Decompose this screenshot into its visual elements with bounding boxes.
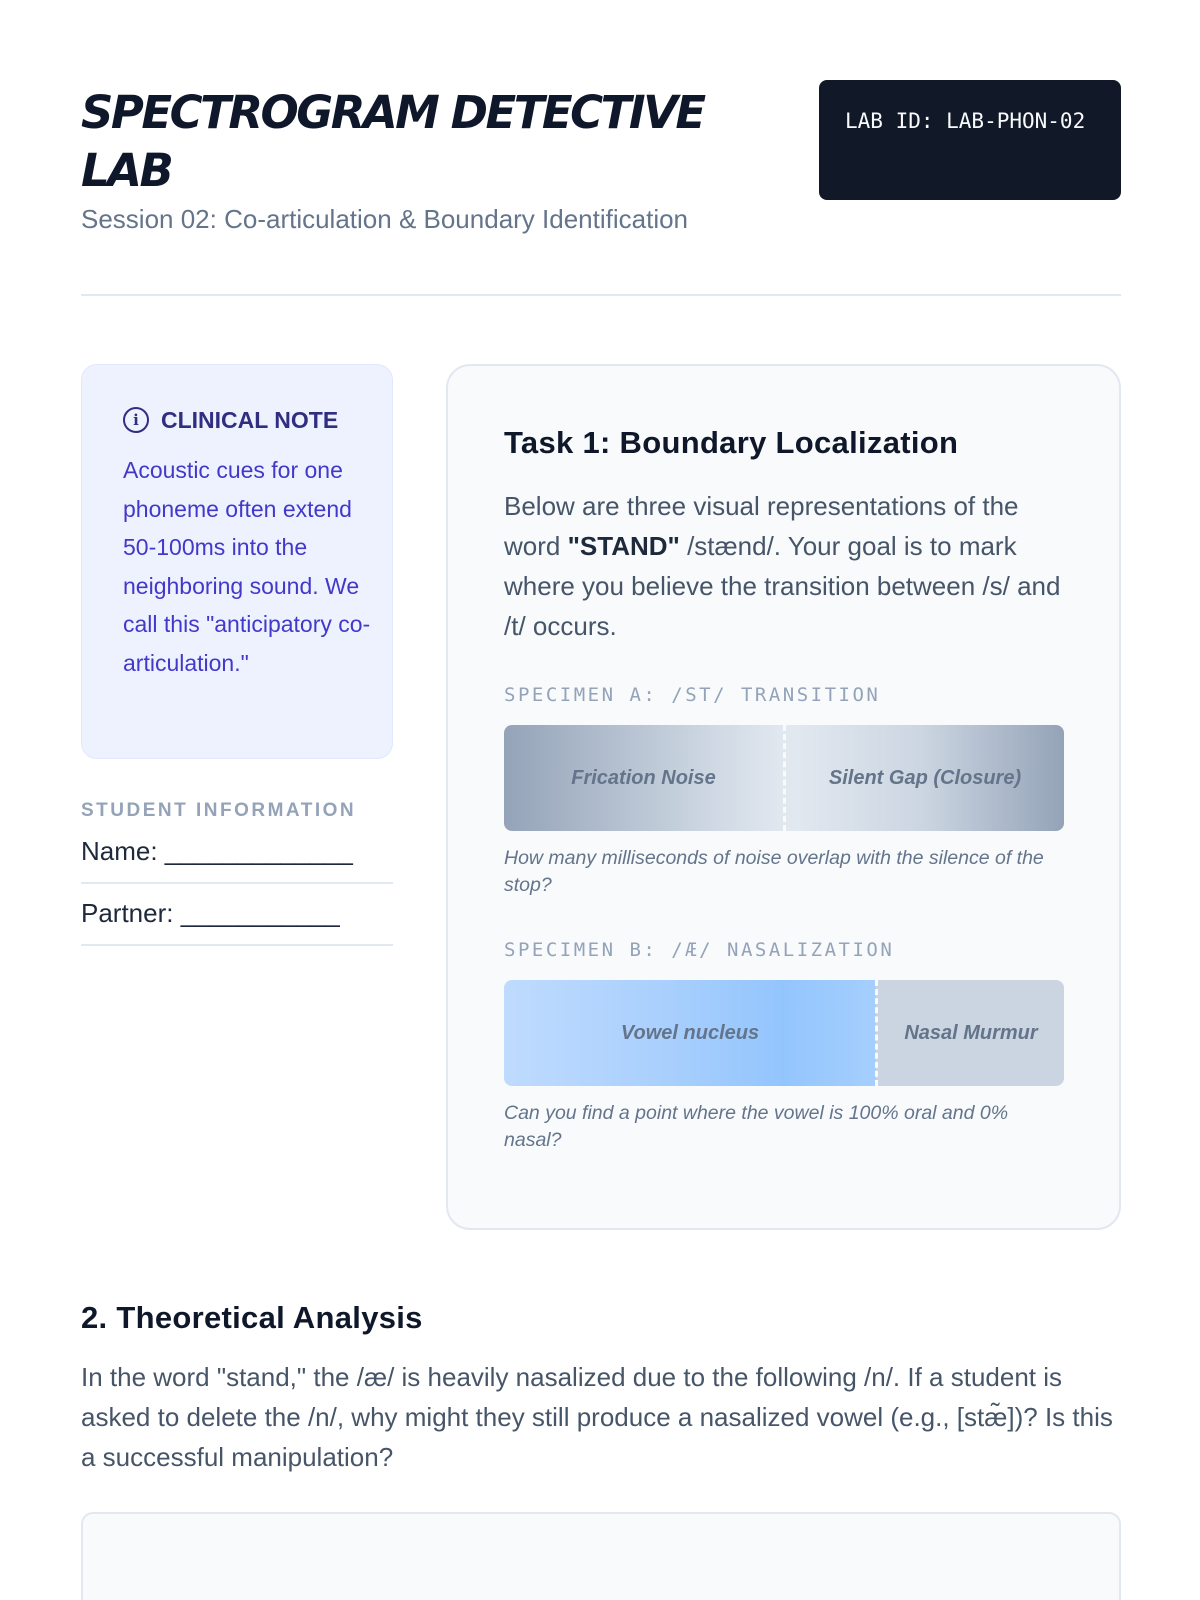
info-icon: i bbox=[123, 407, 149, 433]
specimen-b-right-segment: Nasal Murmur bbox=[904, 1022, 1038, 1044]
specimen-a-right-segment: Silent Gap (Closure) bbox=[828, 767, 1022, 789]
clinical-note-header bbox=[123, 405, 372, 435]
task-1-title: Task 1: Boundary Localization bbox=[504, 425, 959, 460]
task-1-card bbox=[446, 364, 1121, 1230]
specimen-b-label: SPECIMEN B: /Æ/ NASALIZATION bbox=[504, 939, 895, 961]
page-title: SPECTROGRAM DETECTIVE LAB bbox=[81, 86, 704, 197]
specimen-a-label: SPECIMEN A: /ST/ TRANSITION bbox=[504, 684, 881, 706]
task-desc-word: "STAND" bbox=[567, 531, 680, 561]
lab-id-badge: LAB ID: LAB-PHON-02 bbox=[819, 80, 1121, 200]
clinical-note-heading: CLINICAL NOTE bbox=[161, 406, 339, 433]
student-information-heading: STUDENT INFORMATION bbox=[81, 800, 357, 821]
task-desc-before: Below are three visual representations of the word bbox=[504, 491, 1019, 561]
session-subtitle: Session 02: Co-articulation & Boundary Identification bbox=[81, 204, 689, 234]
specimen-b-bar[interactable] bbox=[504, 980, 1064, 1086]
student-information bbox=[81, 800, 393, 946]
name-field[interactable]: Name: _____________ bbox=[81, 822, 393, 884]
section-2-title: 2. Theoretical Analysis bbox=[81, 1300, 423, 1335]
task-1-description bbox=[504, 486, 1064, 646]
task-desc-after: /stænd/. Your goal is to mark where you believe the transition between /s/ and /t/ occurs. bbox=[504, 531, 1061, 641]
clinical-note-card bbox=[81, 364, 393, 759]
clinical-note-body: Acoustic cues for one phoneme often extend 50-100ms into the neighboring sound. We call this "anticipatory co-articulation." bbox=[123, 457, 371, 676]
theoretical-analysis-section bbox=[81, 1300, 1121, 1477]
page-header bbox=[81, 80, 1121, 296]
specimen-a-caption: How many milliseconds of noise overlap with the silence of the stop? bbox=[504, 847, 1044, 896]
specimen-a-bar[interactable] bbox=[504, 725, 1064, 831]
answer-box[interactable] bbox=[81, 1512, 1121, 1600]
partner-field[interactable]: Partner: ___________ bbox=[81, 884, 393, 946]
specimen-a-left-segment: Frication Noise bbox=[571, 767, 716, 789]
specimen-b-left-segment: Vowel nucleus bbox=[620, 1022, 760, 1044]
section-2-question: In the word "stand," the /æ/ is heavily nasalized due to the following /n/. If a student is asked to delete the /n/, why might they still produce a nasalized vowel (e.g., [stæ̃])? Is this a successful manipulation? bbox=[81, 1362, 1113, 1472]
specimen-b-caption: Can you find a point where the vowel is 100% oral and 0% nasal? bbox=[504, 1102, 1009, 1151]
